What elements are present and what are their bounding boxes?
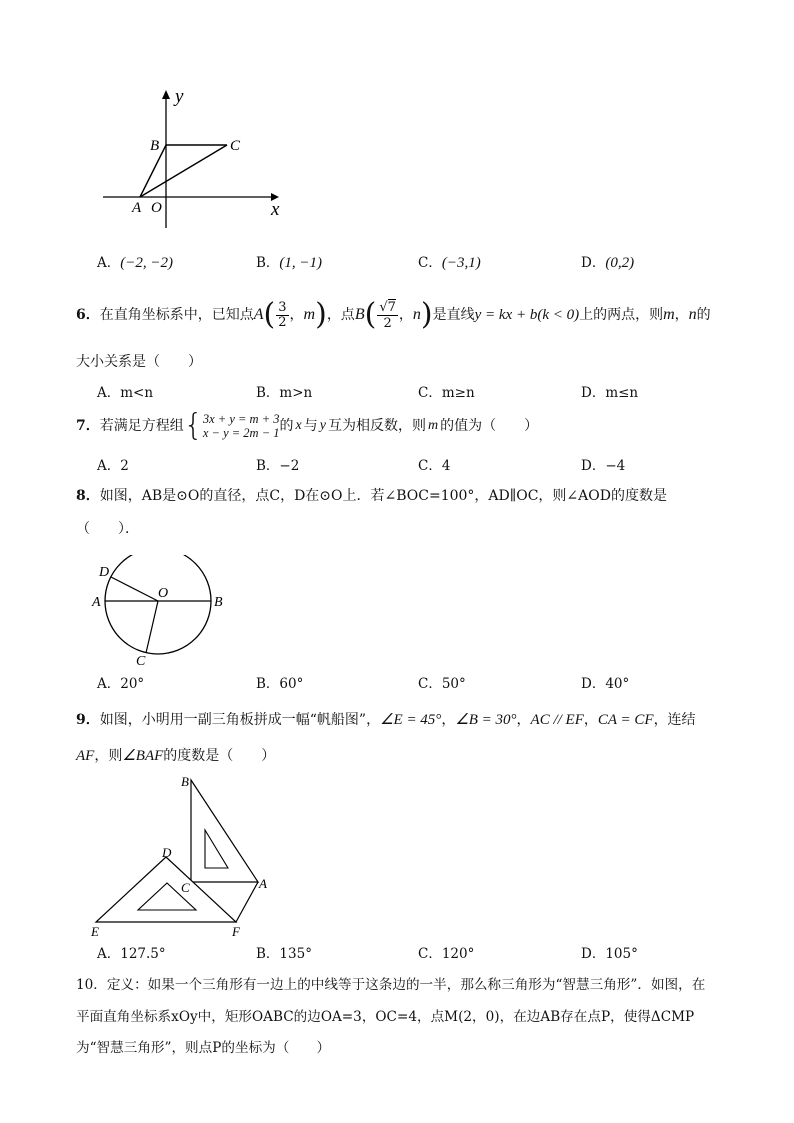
q6-text-3: 是直线 [432, 307, 475, 323]
q5-option-a-letter: A． [97, 255, 121, 271]
q9-text-3: ，则 [94, 748, 123, 764]
q5-option-c-value: (−3,1) [441, 255, 481, 271]
q6-option-a: A．m<n [97, 385, 154, 401]
q9-text-2: ，连结 [653, 712, 696, 728]
label-a: A [132, 200, 142, 216]
q6-number: 6． [76, 307, 100, 323]
label-b: B [181, 774, 189, 789]
q7-option-c: C．4 [418, 458, 451, 474]
q8-option-d: D．40° [581, 676, 630, 692]
q6-n: n [412, 306, 421, 323]
label-y: y [175, 86, 184, 107]
q6-n2: n [688, 306, 697, 323]
q7-y: y [319, 418, 326, 433]
q10-stem-line1: 10．定义：如果一个三角形有一边上的中线等于这条边的一半，那么称三角形为“智慧三角形”．如图，在 [76, 977, 706, 993]
q6-comma-b: ， [398, 307, 413, 323]
q9-option-d: D．105° [581, 946, 638, 962]
q9-angle-b: ∠B = 30° [455, 712, 517, 728]
q9-angle-baf: ∠BAF [122, 748, 164, 764]
q10-stem-line3: 为“智慧三角形”，则点P的坐标为（ ） [76, 1040, 331, 1056]
q9-angle-e: ∠E = 45° [380, 712, 442, 728]
q9-sep2: ， [516, 712, 531, 728]
label-a: A [92, 595, 101, 610]
q6-option-d: D．m≤n [581, 385, 639, 401]
q9-sailboat-figure [88, 770, 278, 940]
q7-m: m [427, 418, 439, 433]
label-b: B [214, 595, 223, 610]
y-axis-arrow-icon [162, 90, 170, 99]
q6-paren-open-a: ( [263, 297, 276, 332]
q6-comma: ， [674, 307, 689, 323]
q9-stem-line1 [76, 710, 696, 730]
q9-text-1: 如图，小明用一副三角板拼成一幅“帆船图”， [99, 712, 381, 728]
q8-number: 8． [76, 488, 100, 504]
left-brace-icon: { [183, 408, 203, 443]
label-a: A [259, 876, 267, 891]
q6-text-1: 在直角坐标系中，已知点 [99, 307, 254, 323]
label-d: D [99, 565, 110, 580]
q6-fraction-a [276, 301, 288, 330]
label-o: O [151, 200, 162, 216]
label-f: F [232, 924, 240, 939]
q8-stem-line2: （ ）． [76, 521, 139, 537]
q6-fraction-b-num [377, 300, 398, 316]
q6-fraction-a-num: 3 [278, 299, 287, 315]
q9-number: 9． [76, 712, 100, 728]
segment-oc [146, 601, 158, 653]
segment-af [236, 882, 258, 922]
q9-equal: CA = CF [597, 712, 654, 728]
q6-text-2: ，点 [326, 307, 355, 323]
q6-paren-close-a: ) [315, 297, 327, 332]
q7-text-1: 若满足方程组 [99, 418, 184, 434]
q6-text-4: 上的两点，则 [579, 307, 664, 323]
q6-m: m [303, 306, 316, 323]
q7-text-3: 与 [303, 418, 318, 434]
label-e: E [91, 924, 99, 939]
label-d: D [162, 845, 172, 860]
q8-circle-figure [88, 555, 228, 670]
label-c: C [136, 654, 146, 669]
q9-option-b: B．135° [256, 946, 312, 962]
q6-fraction-b-radicand: 7 [387, 299, 396, 315]
circle-o [105, 555, 211, 654]
q6-point-a: A [253, 306, 264, 323]
q8-option-c: C．50° [418, 676, 466, 692]
q9-stem-line2 [76, 746, 275, 766]
q10-stem-line2: 平面直角坐标系xOy中，矩形OABC的边OA=3，OC=4，点M(2，0)，在边AB存在点P，使得ΔCMP [76, 1009, 695, 1025]
q7-number: 7． [76, 418, 100, 434]
q5-option-b-letter: B． [256, 255, 280, 271]
q5-option-d [581, 253, 634, 273]
q7-option-d: D．−4 [581, 458, 626, 474]
q7-system [203, 412, 280, 440]
triangle-set-square-30 [191, 780, 258, 882]
q5-coordinate-figure [95, 80, 295, 230]
q6-text-5: 的 [696, 307, 711, 323]
q9-af: AF [76, 748, 95, 764]
q6-stem-line1 [76, 297, 711, 332]
sqrt-icon: √ [379, 299, 388, 315]
q6-fraction-a-den: 2 [278, 314, 287, 330]
q7-eq1: 3x + y = m + 3 [202, 412, 280, 426]
q6-comma-a: ， [289, 307, 304, 323]
q6-paren-open-b: ( [364, 297, 377, 332]
label-c: C [181, 880, 190, 895]
q6-point-b: B [354, 306, 365, 323]
label-o: O [158, 586, 169, 601]
q7-x: x [295, 418, 302, 433]
q6-fraction-b-den: 2 [383, 315, 392, 331]
q9-option-a: A．127.5° [97, 946, 166, 962]
q6-m2: m [663, 306, 675, 323]
q5-option-c [418, 253, 481, 273]
q6-paren-close-b: ) [420, 297, 433, 332]
q7-option-a: A．2 [97, 458, 129, 474]
q5-option-a [97, 253, 173, 273]
segment-od [111, 577, 158, 601]
q7-text-5: 的值为（ ） [440, 418, 539, 434]
q7-option-b: B．−2 [256, 458, 300, 474]
q7-eq2: x − y = 2m − 1 [202, 426, 280, 440]
q8-option-b: B．60° [256, 676, 304, 692]
q9-option-c: C．120° [418, 946, 475, 962]
q9-parallel: AC // EF [530, 712, 584, 728]
q9-sep3: ， [583, 712, 598, 728]
q6-stem-line2: 大小关系是（ ） [76, 354, 202, 370]
q6-fraction-b [377, 300, 398, 331]
q5-option-b [256, 253, 322, 273]
q8-stem-line1 [76, 486, 667, 506]
q8-text: 如图，AB是⊙O的直径，点C，D在⊙O上．若∠BOC=100°，AD∥OC，则∠AOD的度数是 [99, 488, 667, 504]
q7-text-4: 互为相反数，则 [327, 418, 426, 434]
q5-option-a-value: (−2, −2) [120, 255, 173, 271]
q5-option-c-letter: C． [418, 255, 442, 271]
q6-option-b: B．m>n [256, 385, 313, 401]
label-c: C [230, 138, 241, 154]
q6-option-c: C．m≥n [418, 385, 475, 401]
label-b: B [150, 138, 160, 154]
q6-equation: y = kx + b(k < 0) [474, 307, 580, 323]
q5-option-d-letter: D． [581, 255, 606, 271]
q5-option-d-value: (0,2) [605, 255, 635, 271]
q5-option-b-value: (1, −1) [279, 255, 323, 271]
q8-option-a: A．20° [97, 676, 145, 692]
label-x: x [271, 199, 280, 220]
q7-text-2: 的 [279, 418, 294, 434]
q9-sep1: ， [441, 712, 456, 728]
q9-text-4: 的度数是（ ） [163, 748, 276, 764]
q7-stem [76, 410, 538, 442]
